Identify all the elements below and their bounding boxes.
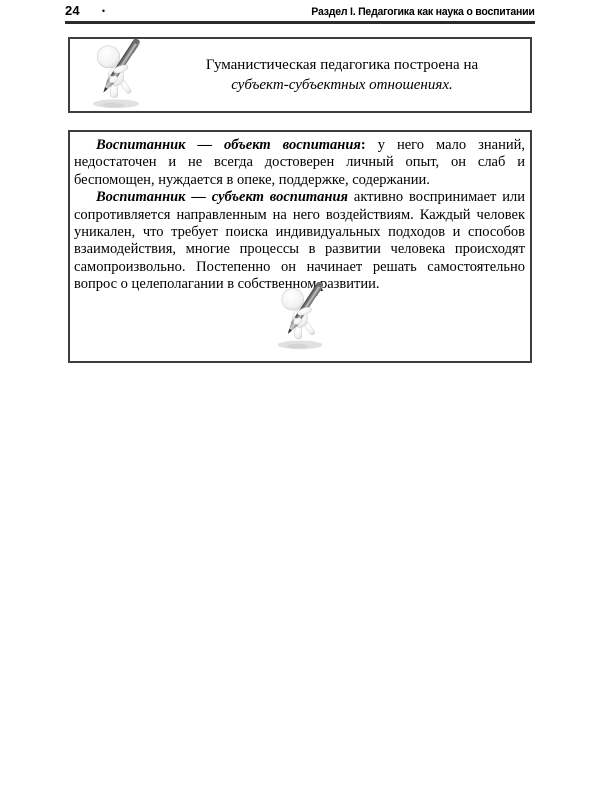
header-rule xyxy=(65,21,535,24)
figure-with-pen-icon xyxy=(70,39,162,111)
paragraph-body: активно воспринимает или сопротивляется направленным на него воздействиям. Каждый человек уникален, что требует поиска индивидуальных подходов и способов взаимодействия, многие процессы в развитии человека происходят самопроизвольно. Постепенно он начинает решать самостоятельно вопрос о целеполагании в собственном развитии. xyxy=(74,189,525,293)
paragraph-subject-of-upbringing xyxy=(74,189,525,293)
header-bullet: • xyxy=(101,6,106,16)
quote-line-2: субъект-субъектных отношениях. xyxy=(231,77,453,93)
definition-box xyxy=(68,130,532,363)
page-number: 24 xyxy=(65,3,80,18)
quote-line-1: Гуманистическая педагогика построена на xyxy=(205,57,479,73)
quote-text xyxy=(162,55,530,95)
running-title: Раздел I. Педагогика как наука о воспитании xyxy=(311,6,535,18)
header-left xyxy=(65,3,105,18)
paragraph-lead: Воспитанник — объект воспитания xyxy=(96,137,361,153)
page-header xyxy=(65,3,535,18)
paragraph-body: у него мало знаний, недостаточен и не всегда достоверен личный опыт, он слаб и беспомощен, нуждается в опеке, поддержке, содержании. xyxy=(74,137,525,188)
paragraph-lead-colon: : xyxy=(360,137,366,153)
paragraph-lead: Воспитанник — субъект воспитания xyxy=(96,189,349,206)
figure-with-pen-icon xyxy=(267,282,333,351)
paragraph-object-of-upbringing xyxy=(74,137,525,189)
quote-box xyxy=(68,37,532,113)
